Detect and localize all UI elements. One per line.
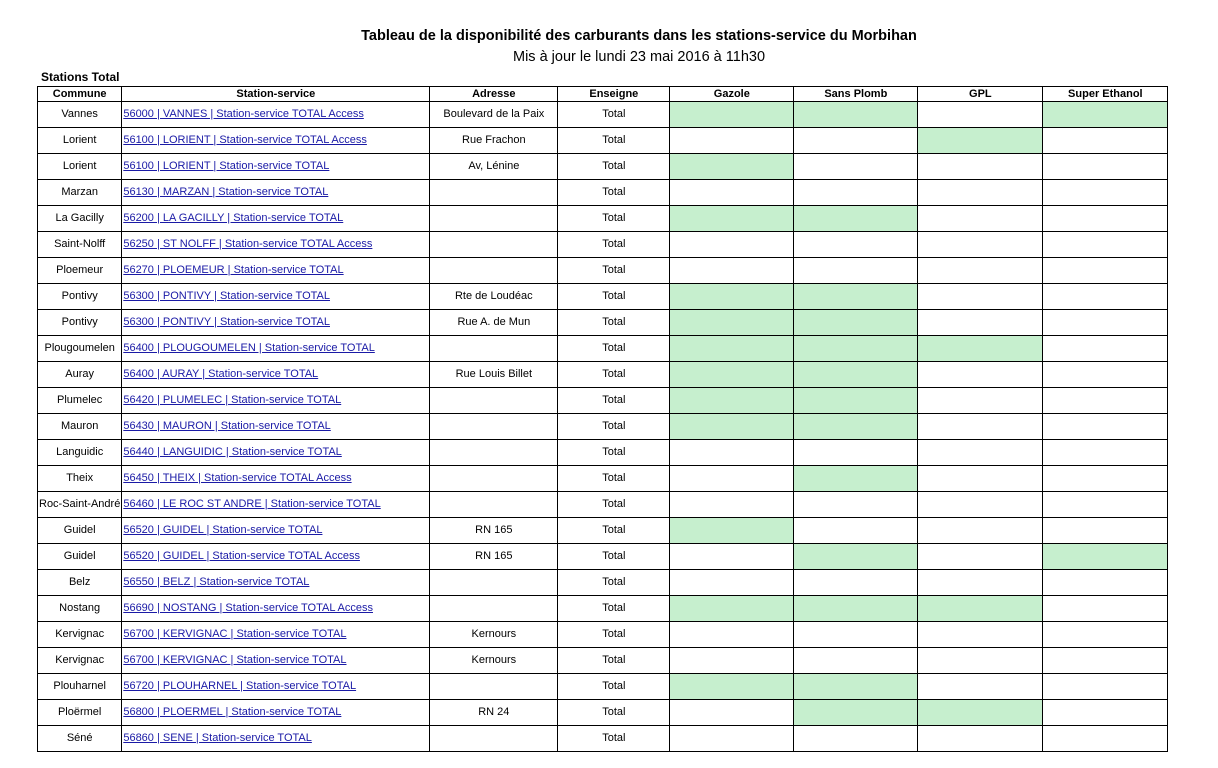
cell-gazole-unavailable xyxy=(670,726,794,752)
cell-super-ethanol-unavailable xyxy=(1043,362,1168,388)
cell-enseigne: Total xyxy=(558,544,670,570)
table-row xyxy=(38,128,1168,154)
cell-commune: Ploemeur xyxy=(38,258,122,284)
cell-sans-plomb-available xyxy=(794,362,918,388)
cell-station xyxy=(122,700,430,726)
cell-super-ethanol-unavailable xyxy=(1043,206,1168,232)
cell-gpl-unavailable xyxy=(918,414,1043,440)
cell-super-ethanol-unavailable xyxy=(1043,674,1168,700)
cell-enseigne: Total xyxy=(558,232,670,258)
cell-adresse: Kernours xyxy=(430,648,558,674)
cell-gpl-unavailable xyxy=(918,180,1043,206)
cell-gpl-available xyxy=(918,336,1043,362)
cell-enseigne: Total xyxy=(558,258,670,284)
cell-enseigne: Total xyxy=(558,206,670,232)
cell-gpl-unavailable xyxy=(918,284,1043,310)
cell-enseigne: Total xyxy=(558,726,670,752)
cell-adresse: RN 24 xyxy=(430,700,558,726)
cell-adresse xyxy=(430,726,558,752)
cell-gpl-unavailable xyxy=(918,440,1043,466)
station-link[interactable]: 56860 | SENE | Station-service TOTAL xyxy=(123,732,312,744)
station-link[interactable]: 56800 | PLOERMEL | Station-service TOTAL xyxy=(123,706,342,718)
cell-adresse xyxy=(430,388,558,414)
cell-enseigne: Total xyxy=(558,284,670,310)
cell-adresse xyxy=(430,414,558,440)
cell-enseigne: Total xyxy=(558,492,670,518)
cell-adresse xyxy=(430,674,558,700)
cell-station xyxy=(122,362,430,388)
table-row xyxy=(38,180,1168,206)
cell-station xyxy=(122,258,430,284)
cell-gpl-unavailable xyxy=(918,518,1043,544)
table-row xyxy=(38,336,1168,362)
table-row xyxy=(38,362,1168,388)
column-header-enseigne: Enseigne xyxy=(558,87,670,102)
cell-enseigne: Total xyxy=(558,570,670,596)
cell-super-ethanol-unavailable xyxy=(1043,596,1168,622)
cell-station xyxy=(122,544,430,570)
cell-sans-plomb-unavailable xyxy=(794,128,918,154)
table-row xyxy=(38,154,1168,180)
cell-gpl-unavailable xyxy=(918,258,1043,284)
table-row xyxy=(38,622,1168,648)
station-link[interactable]: 56720 | PLOUHARNEL | Station-service TOTAL xyxy=(123,680,357,692)
cell-station xyxy=(122,388,430,414)
cell-commune: Marzan xyxy=(38,180,122,206)
cell-adresse xyxy=(430,466,558,492)
column-header-gpl: GPL xyxy=(918,87,1043,102)
section-title: Stations Total xyxy=(41,70,120,84)
cell-super-ethanol-unavailable xyxy=(1043,466,1168,492)
table-row xyxy=(38,206,1168,232)
cell-sans-plomb-unavailable xyxy=(794,232,918,258)
table-row xyxy=(38,570,1168,596)
cell-gazole-unavailable xyxy=(670,492,794,518)
cell-station xyxy=(122,180,430,206)
cell-gazole-available xyxy=(670,336,794,362)
table-row xyxy=(38,648,1168,674)
cell-super-ethanol-unavailable xyxy=(1043,154,1168,180)
cell-gazole-available xyxy=(670,362,794,388)
cell-station xyxy=(122,492,430,518)
document-subtitle: Mis à jour le lundi 23 mai 2016 à 11h30 xyxy=(512,49,766,65)
cell-super-ethanol-available xyxy=(1043,102,1168,128)
station-link[interactable]: 56700 | KERVIGNAC | Station-service TOTAL xyxy=(123,628,347,640)
column-header-gazole: Gazole xyxy=(670,87,794,102)
cell-commune: Guidel xyxy=(38,518,122,544)
cell-station xyxy=(122,102,430,128)
cell-gazole-available xyxy=(670,206,794,232)
station-link[interactable]: 56100 | LORIENT | Station-service TOTAL xyxy=(123,160,330,172)
cell-gazole-unavailable xyxy=(670,648,794,674)
cell-super-ethanol-unavailable xyxy=(1043,492,1168,518)
table-row xyxy=(38,258,1168,284)
cell-station xyxy=(122,128,430,154)
cell-adresse: Av, Lénine xyxy=(430,154,558,180)
cell-super-ethanol-available xyxy=(1043,544,1168,570)
cell-station xyxy=(122,518,430,544)
cell-gpl-unavailable xyxy=(918,544,1043,570)
cell-enseigne: Total xyxy=(558,310,670,336)
cell-commune: Lorient xyxy=(38,128,122,154)
cell-commune: Kervignac xyxy=(38,622,122,648)
cell-adresse xyxy=(430,492,558,518)
cell-sans-plomb-unavailable xyxy=(794,648,918,674)
cell-adresse: Rue Louis Billet xyxy=(430,362,558,388)
cell-station xyxy=(122,440,430,466)
cell-gazole-unavailable xyxy=(670,180,794,206)
cell-adresse xyxy=(430,180,558,206)
cell-commune: Pontivy xyxy=(38,284,122,310)
cell-super-ethanol-unavailable xyxy=(1043,440,1168,466)
cell-commune: Séné xyxy=(38,726,122,752)
cell-sans-plomb-available xyxy=(794,102,918,128)
cell-super-ethanol-unavailable xyxy=(1043,388,1168,414)
cell-enseigne: Total xyxy=(558,102,670,128)
cell-enseigne: Total xyxy=(558,674,670,700)
cell-commune: Guidel xyxy=(38,544,122,570)
cell-adresse xyxy=(430,206,558,232)
cell-gpl-unavailable xyxy=(918,570,1043,596)
cell-commune: Plumelec xyxy=(38,388,122,414)
cell-sans-plomb-available xyxy=(794,674,918,700)
cell-sans-plomb-available xyxy=(794,388,918,414)
cell-adresse: Kernours xyxy=(430,622,558,648)
cell-enseigne: Total xyxy=(558,414,670,440)
station-link[interactable]: 56450 | THEIX | Station-service TOTAL Access xyxy=(123,472,352,484)
cell-sans-plomb-available xyxy=(794,284,918,310)
station-link[interactable]: 56400 | AURAY | Station-service TOTAL xyxy=(123,368,319,380)
cell-adresse: Boulevard de la Paix xyxy=(430,102,558,128)
table-body xyxy=(38,102,1168,752)
station-link[interactable]: 56690 | NOSTANG | Station-service TOTAL Access xyxy=(123,602,373,614)
cell-station xyxy=(122,206,430,232)
cell-gazole-unavailable xyxy=(670,466,794,492)
cell-enseigne: Total xyxy=(558,518,670,544)
cell-super-ethanol-unavailable xyxy=(1043,128,1168,154)
station-link[interactable]: 56270 | PLOEMEUR | Station-service TOTAL xyxy=(123,264,344,276)
header-row xyxy=(38,87,1168,102)
cell-gazole-unavailable xyxy=(670,128,794,154)
cell-gpl-unavailable xyxy=(918,622,1043,648)
cell-super-ethanol-unavailable xyxy=(1043,700,1168,726)
cell-sans-plomb-available xyxy=(794,206,918,232)
cell-super-ethanol-unavailable xyxy=(1043,258,1168,284)
cell-enseigne: Total xyxy=(558,648,670,674)
cell-gazole-available xyxy=(670,674,794,700)
cell-sans-plomb-unavailable xyxy=(794,440,918,466)
station-link[interactable]: 56420 | PLUMELEC | Station-service TOTAL xyxy=(123,394,342,406)
cell-adresse xyxy=(430,440,558,466)
cell-super-ethanol-unavailable xyxy=(1043,336,1168,362)
cell-super-ethanol-unavailable xyxy=(1043,310,1168,336)
cell-super-ethanol-unavailable xyxy=(1043,232,1168,258)
cell-station xyxy=(122,154,430,180)
cell-gpl-unavailable xyxy=(918,648,1043,674)
cell-station xyxy=(122,336,430,362)
table-row xyxy=(38,414,1168,440)
cell-commune: Vannes xyxy=(38,102,122,128)
cell-station xyxy=(122,596,430,622)
column-header-station: Station-service xyxy=(122,87,430,102)
station-link[interactable]: 56520 | GUIDEL | Station-service TOTAL Access xyxy=(123,550,360,562)
cell-gpl-available xyxy=(918,596,1043,622)
table-row xyxy=(38,596,1168,622)
cell-gpl-unavailable xyxy=(918,232,1043,258)
station-link[interactable]: 56000 | VANNES | Station-service TOTAL Access xyxy=(123,108,364,120)
cell-commune: Plougoumelen xyxy=(38,336,122,362)
cell-station xyxy=(122,232,430,258)
cell-gazole-unavailable xyxy=(670,440,794,466)
cell-commune: La Gacilly xyxy=(38,206,122,232)
cell-sans-plomb-unavailable xyxy=(794,622,918,648)
station-link[interactable]: 56300 | PONTIVY | Station-service TOTAL xyxy=(123,290,330,302)
column-header-super-ethanol: Super Ethanol xyxy=(1043,87,1168,102)
cell-enseigne: Total xyxy=(558,128,670,154)
cell-gazole-unavailable xyxy=(670,570,794,596)
cell-commune: Pontivy xyxy=(38,310,122,336)
table-row xyxy=(38,726,1168,752)
cell-super-ethanol-unavailable xyxy=(1043,648,1168,674)
cell-commune: Saint-Nolff xyxy=(38,232,122,258)
cell-sans-plomb-available xyxy=(794,700,918,726)
cell-gazole-available xyxy=(670,414,794,440)
cell-enseigne: Total xyxy=(558,336,670,362)
cell-gpl-unavailable xyxy=(918,154,1043,180)
cell-enseigne: Total xyxy=(558,180,670,206)
cell-super-ethanol-unavailable xyxy=(1043,284,1168,310)
cell-gazole-unavailable xyxy=(670,622,794,648)
cell-gpl-unavailable xyxy=(918,674,1043,700)
station-link[interactable]: 56460 | LE ROC ST ANDRE | Station-service TOTAL xyxy=(123,498,381,510)
cell-gazole-available xyxy=(670,388,794,414)
cell-enseigne: Total xyxy=(558,622,670,648)
cell-sans-plomb-unavailable xyxy=(794,154,918,180)
cell-adresse: Rte de Loudéac xyxy=(430,284,558,310)
cell-gazole-available xyxy=(670,310,794,336)
cell-gazole-unavailable xyxy=(670,544,794,570)
cell-sans-plomb-available xyxy=(794,336,918,362)
cell-gazole-available xyxy=(670,284,794,310)
column-header-sans-plomb: Sans Plomb xyxy=(794,87,918,102)
cell-gazole-available xyxy=(670,154,794,180)
cell-sans-plomb-available xyxy=(794,544,918,570)
cell-adresse xyxy=(430,336,558,362)
table-row xyxy=(38,466,1168,492)
cell-super-ethanol-unavailable xyxy=(1043,414,1168,440)
cell-super-ethanol-unavailable xyxy=(1043,570,1168,596)
cell-adresse xyxy=(430,570,558,596)
station-link[interactable]: 56130 | MARZAN | Station-service TOTAL xyxy=(123,186,329,198)
cell-sans-plomb-available xyxy=(794,466,918,492)
cell-sans-plomb-unavailable xyxy=(794,726,918,752)
cell-commune: Lorient xyxy=(38,154,122,180)
cell-station xyxy=(122,726,430,752)
table-row xyxy=(38,310,1168,336)
cell-enseigne: Total xyxy=(558,362,670,388)
cell-sans-plomb-unavailable xyxy=(794,180,918,206)
table-row xyxy=(38,674,1168,700)
cell-gazole-available xyxy=(670,102,794,128)
station-link[interactable]: 56200 | LA GACILLY | Station-service TOTAL xyxy=(123,212,344,224)
cell-adresse xyxy=(430,596,558,622)
table-row xyxy=(38,102,1168,128)
cell-sans-plomb-available xyxy=(794,414,918,440)
cell-commune: Theix xyxy=(38,466,122,492)
table-row xyxy=(38,518,1168,544)
cell-commune: Plouharnel xyxy=(38,674,122,700)
cell-adresse xyxy=(430,258,558,284)
cell-gazole-unavailable xyxy=(670,700,794,726)
table-row xyxy=(38,388,1168,414)
cell-enseigne: Total xyxy=(558,388,670,414)
cell-commune: Roc-Saint-André xyxy=(38,492,122,518)
cell-adresse: RN 165 xyxy=(430,544,558,570)
cell-station xyxy=(122,648,430,674)
station-link[interactable]: 56430 | MAURON | Station-service TOTAL xyxy=(123,420,331,432)
station-link[interactable]: 56550 | BELZ | Station-service TOTAL xyxy=(123,576,310,588)
cell-commune: Languidic xyxy=(38,440,122,466)
cell-station xyxy=(122,284,430,310)
cell-adresse: RN 165 xyxy=(430,518,558,544)
table-row xyxy=(38,232,1168,258)
fuel-availability-table xyxy=(37,86,1168,752)
cell-sans-plomb-available xyxy=(794,310,918,336)
cell-super-ethanol-unavailable xyxy=(1043,180,1168,206)
cell-commune: Belz xyxy=(38,570,122,596)
table-row xyxy=(38,544,1168,570)
cell-station xyxy=(122,466,430,492)
cell-gpl-unavailable xyxy=(918,388,1043,414)
cell-station xyxy=(122,310,430,336)
cell-gazole-available xyxy=(670,596,794,622)
cell-sans-plomb-unavailable xyxy=(794,492,918,518)
station-link[interactable]: 56300 | PONTIVY | Station-service TOTAL xyxy=(123,316,330,328)
cell-gazole-available xyxy=(670,518,794,544)
cell-enseigne: Total xyxy=(558,596,670,622)
cell-gpl-unavailable xyxy=(918,362,1043,388)
cell-gpl-unavailable xyxy=(918,310,1043,336)
cell-super-ethanol-unavailable xyxy=(1043,726,1168,752)
cell-commune: Ploërmel xyxy=(38,700,122,726)
cell-gpl-unavailable xyxy=(918,726,1043,752)
cell-station xyxy=(122,622,430,648)
cell-gpl-available xyxy=(918,700,1043,726)
table-row xyxy=(38,284,1168,310)
table-row xyxy=(38,492,1168,518)
station-link[interactable]: 56520 | GUIDEL | Station-service TOTAL xyxy=(123,524,323,536)
cell-station xyxy=(122,674,430,700)
cell-commune: Kervignac xyxy=(38,648,122,674)
cell-station xyxy=(122,414,430,440)
cell-gpl-unavailable xyxy=(918,492,1043,518)
table-row xyxy=(38,440,1168,466)
cell-super-ethanol-unavailable xyxy=(1043,518,1168,544)
cell-adresse: Rue Frachon xyxy=(430,128,558,154)
cell-enseigne: Total xyxy=(558,700,670,726)
cell-adresse xyxy=(430,232,558,258)
cell-sans-plomb-unavailable xyxy=(794,570,918,596)
cell-sans-plomb-unavailable xyxy=(794,518,918,544)
cell-enseigne: Total xyxy=(558,154,670,180)
cell-commune: Auray xyxy=(38,362,122,388)
column-header-adresse: Adresse xyxy=(430,87,558,102)
cell-enseigne: Total xyxy=(558,440,670,466)
column-header-commune: Commune xyxy=(38,87,122,102)
cell-gazole-unavailable xyxy=(670,258,794,284)
cell-super-ethanol-unavailable xyxy=(1043,622,1168,648)
cell-adresse: Rue A. de Mun xyxy=(430,310,558,336)
cell-sans-plomb-unavailable xyxy=(794,258,918,284)
table-row xyxy=(38,700,1168,726)
cell-commune: Nostang xyxy=(38,596,122,622)
cell-commune: Mauron xyxy=(38,414,122,440)
station-link[interactable]: 56400 | PLOUGOUMELEN | Station-service TOTAL xyxy=(123,342,375,354)
cell-sans-plomb-available xyxy=(794,596,918,622)
station-link[interactable]: 56440 | LANGUIDIC | Station-service TOTAL xyxy=(123,446,342,458)
cell-gpl-unavailable xyxy=(918,466,1043,492)
cell-enseigne: Total xyxy=(558,466,670,492)
cell-gpl-available xyxy=(918,128,1043,154)
cell-gpl-unavailable xyxy=(918,206,1043,232)
cell-gazole-unavailable xyxy=(670,232,794,258)
station-link[interactable]: 56100 | LORIENT | Station-service TOTAL Access xyxy=(123,134,367,146)
cell-station xyxy=(122,570,430,596)
station-link[interactable]: 56700 | KERVIGNAC | Station-service TOTAL xyxy=(123,654,347,666)
document-title: Tableau de la disponibilité des carburants dans les stations-service du Morbihan xyxy=(361,28,917,44)
cell-gpl-unavailable xyxy=(918,102,1043,128)
station-link[interactable]: 56250 | ST NOLFF | Station-service TOTAL Access xyxy=(123,238,373,250)
